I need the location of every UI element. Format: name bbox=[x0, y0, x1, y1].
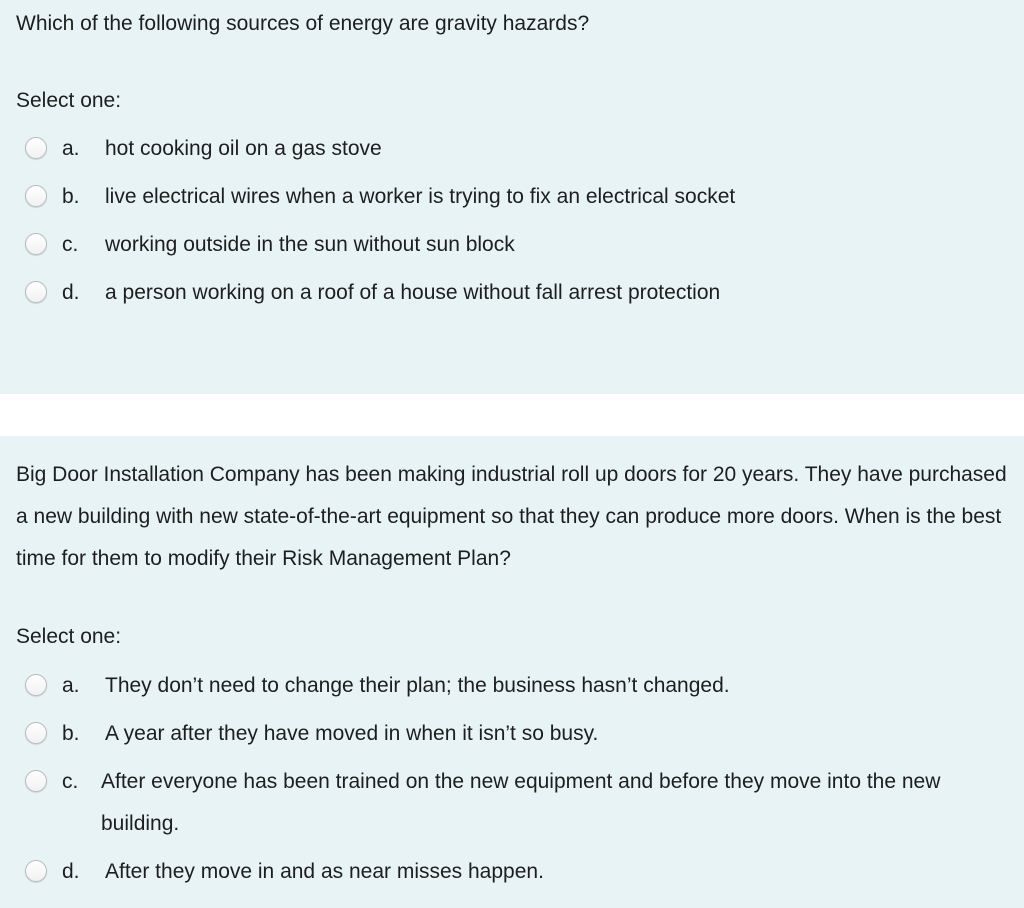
radio-button[interactable] bbox=[25, 860, 47, 882]
answer-option-c[interactable] bbox=[24, 231, 1008, 261]
select-one-prompt: Select one: bbox=[16, 89, 122, 112]
answer-option-a[interactable] bbox=[24, 135, 1008, 165]
option-label[interactable]: After everyone has been trained on the new equipment and before they move into the new building. bbox=[101, 770, 941, 835]
option-label[interactable]: working outside in the sun without sun block bbox=[105, 233, 515, 256]
option-label[interactable]: a person working on a roof of a house without fall arrest protection bbox=[105, 281, 721, 304]
option-label[interactable]: A year after they have moved in when it isn’t so busy. bbox=[105, 722, 599, 745]
radio-button[interactable] bbox=[25, 722, 47, 744]
option-letter: a. bbox=[62, 137, 80, 160]
option-label[interactable]: They don’t need to change their plan; the business hasn’t changed. bbox=[105, 674, 730, 697]
question-text: Big Door Installation Company has been making industrial roll up doors for 20 years. They have purchased a new building with new state-of-the-art equipment so that they can produce more doors. When is the best time for them to modify their Risk Management Plan? bbox=[16, 463, 1007, 570]
option-label[interactable]: After they move in and as near misses happen. bbox=[105, 860, 544, 883]
answer-option-b[interactable] bbox=[24, 720, 1008, 750]
select-one-prompt: Select one: bbox=[16, 625, 122, 648]
answer-option-a[interactable] bbox=[24, 672, 1008, 702]
radio-button[interactable] bbox=[25, 185, 47, 207]
answer-option-b[interactable] bbox=[24, 183, 1008, 213]
option-letter: a. bbox=[62, 674, 80, 697]
option-letter: c. bbox=[62, 770, 79, 793]
option-letter: d. bbox=[62, 860, 80, 883]
radio-button[interactable] bbox=[25, 674, 47, 696]
option-label[interactable]: hot cooking oil on a gas stove bbox=[105, 137, 382, 160]
option-letter: c. bbox=[62, 233, 79, 256]
question-text: Which of the following sources of energy are gravity hazards? bbox=[16, 12, 590, 35]
radio-button[interactable] bbox=[25, 281, 47, 303]
answer-option-c[interactable] bbox=[24, 768, 1008, 840]
answer-option-d[interactable] bbox=[24, 279, 1008, 309]
option-letter: b. bbox=[62, 722, 80, 745]
radio-button[interactable] bbox=[25, 137, 47, 159]
question-1 bbox=[0, 0, 1024, 394]
question-2 bbox=[0, 436, 1024, 908]
radio-button[interactable] bbox=[25, 770, 47, 792]
option-label[interactable]: live electrical wires when a worker is trying to fix an electrical socket bbox=[105, 185, 736, 208]
option-letter: b. bbox=[62, 185, 80, 208]
radio-button[interactable] bbox=[25, 233, 47, 255]
answer-option-d[interactable] bbox=[24, 858, 1008, 888]
option-letter: d. bbox=[62, 281, 80, 304]
